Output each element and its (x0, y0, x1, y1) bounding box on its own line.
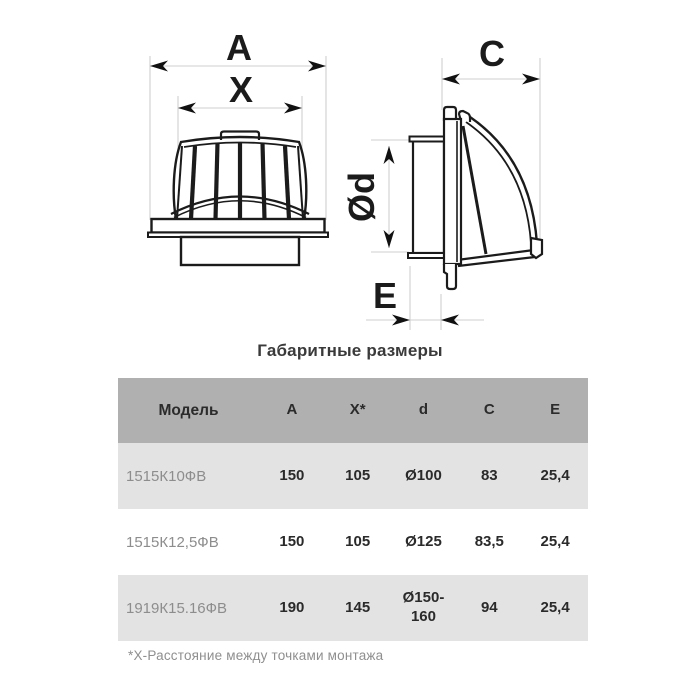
col-header-e: E (550, 401, 561, 419)
cell-model: 1515К12,5ФВ (126, 533, 219, 551)
drawing-svg (0, 0, 700, 348)
cell-model: 1919К15.16ФВ (126, 599, 228, 617)
cell-a: 150 (279, 532, 305, 550)
table-row (118, 575, 588, 641)
dim-label-c: C (479, 33, 505, 74)
side-view-drawing (408, 107, 542, 289)
front-view-drawing (148, 132, 328, 266)
cell-c: 83 (480, 466, 498, 484)
cell-c: 83,5 (474, 532, 504, 550)
cell-e: 25,4 (540, 532, 570, 550)
cell-e: 25,4 (540, 598, 570, 616)
dim-label-d: Ød (341, 172, 382, 222)
section-title: Габаритные размеры (257, 341, 443, 360)
cell-d: Ø150-160 (402, 589, 445, 625)
cell-a: 150 (279, 466, 305, 484)
cell-x: 145 (345, 598, 371, 616)
table-header-row (118, 378, 588, 443)
col-header-model: Модель (158, 401, 219, 419)
dimension-drawing (0, 0, 700, 348)
cell-model: 1515К10ФВ (126, 467, 207, 485)
cell-x: 105 (345, 466, 371, 484)
cell-d: Ø125 (405, 532, 442, 550)
cell-c: 94 (480, 598, 498, 616)
table-row (118, 509, 588, 575)
col-header-d: d (418, 401, 429, 419)
table-footnote: *Х-Расстояние между точками монтажа (128, 648, 384, 663)
cell-d: Ø100 (405, 466, 442, 484)
table-row (118, 443, 588, 509)
dim-label-e: E (372, 275, 398, 316)
cell-e: 25,4 (540, 466, 570, 484)
dim-label-x: X (228, 69, 254, 110)
col-header-c: C (483, 401, 495, 419)
dim-label-a: A (226, 27, 252, 68)
col-header-a: A (286, 401, 298, 419)
cell-a: 190 (279, 598, 305, 616)
col-header-x: X* (349, 401, 366, 419)
dimensions-table (118, 378, 588, 641)
cell-x: 105 (345, 532, 371, 550)
